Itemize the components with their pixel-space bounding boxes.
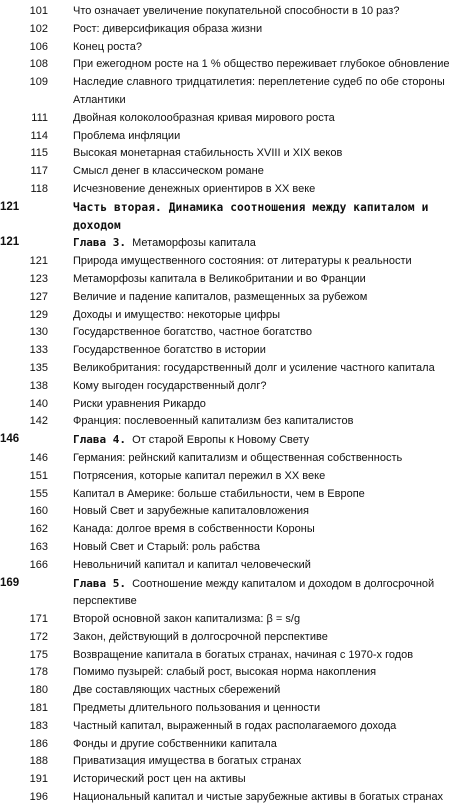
toc-chapter-heading [0,431,461,450]
page-number: 155 [29,487,48,500]
page-number: 181 [29,702,48,715]
entry-title: Исчезновение денежных ориентиров в XX веке [73,182,316,195]
page-number: 114 [30,129,48,142]
entry-title: Предметы длительного пользования и ценности [73,702,321,715]
toc-entry [0,342,461,360]
toc-entry [0,539,461,557]
entry-title: Капитал в Америке: больше стабильности, чем в Европе [73,487,365,500]
page-number: 188 [29,755,48,768]
entry-title: Возвращение капитала в богатых странах, начиная с 1970-х годов [73,648,414,661]
page-number: 135 [29,361,48,374]
toc-entry [0,682,461,700]
page-number: 109 [29,76,48,89]
page-number: 106 [29,40,48,53]
entry-title: Смысл денег в классическом романе [73,165,264,178]
page-number: 186 [29,737,48,750]
chapter-title-line [73,431,461,450]
entry-title: Второй основной закон капитализма: β = s/g [73,613,301,626]
page-number: 146 [29,451,48,464]
page-number: 101 [29,5,48,17]
part-title: Часть вторая. Динамика соотношения между капиталом и доходом [73,200,429,232]
page-number: 196 [29,791,48,804]
chapter-title: Метаморфозы капитала [132,237,256,250]
entry-title: Конец роста? [73,40,142,53]
page-number: 183 [29,719,48,732]
toc-entry [0,128,461,146]
page-number: 162 [29,523,48,536]
entry-title: Частный капитал, выраженный в годах располагаемого дохода [73,719,397,732]
page-number: 138 [29,379,48,392]
entry-title: Двойная колоколообразная кривая мирового роста [73,111,335,124]
toc-entry [0,360,461,378]
toc-entry [0,110,461,128]
toc-entry [0,486,461,504]
toc-entry [0,396,461,414]
entry-title: Невольничий капитал и капитал человеческий [73,558,311,571]
page-number: 166 [29,558,48,571]
entry-title: Новый Свет и зарубежные капиталовложения [73,505,309,518]
toc-entry [0,39,461,57]
entry-title: Исторический рост цен на активы [73,773,246,786]
page-number: 111 [31,111,48,124]
page-number: 180 [29,684,48,697]
entry-title: Высокая монетарная стабильность XVIII и XIX веков [73,147,343,160]
toc-entry [0,324,461,342]
toc-entry [0,753,461,771]
page-number: 175 [29,648,48,661]
entry-title: Потрясения, которые капитал пережил в XX веке [73,469,326,482]
page-number: 151 [29,469,48,482]
toc-entry [0,503,461,521]
toc-chapter-heading [0,234,461,253]
page-number: 117 [30,165,48,178]
page-number: 169 [0,576,20,589]
toc-entry [0,736,461,754]
page-number: 102 [29,22,48,35]
page-number: 142 [29,415,48,428]
entry-title: Национальный капитал и чистые зарубежные активы в богатых странах [73,791,444,804]
entry-title: Что означает увеличение покупательной способности в 10 раз? [73,5,400,17]
toc-chapter-heading [0,575,461,612]
toc-entry [0,163,461,181]
chapter-title: Соотношение между капиталом и доходом в долгосрочной перспективе [73,577,435,608]
toc-entry [0,629,461,647]
page-number: 160 [29,505,48,518]
page-number: 115 [30,147,48,160]
toc-entry [0,253,461,271]
page-number: 121 [0,200,20,213]
entry-title: Государственное богатство в истории [73,344,266,357]
entry-title: Две составляющих частных сбережений [73,684,281,697]
entry-title: Рост: диверсификация образа жизни [73,22,263,35]
chapter-label: Глава 3. [73,236,126,250]
toc-entry [0,647,461,665]
entry-title: Приватизация имущества в богатых странах [73,755,302,768]
toc-entry [0,789,461,807]
toc-entry [0,611,461,629]
toc-entry [0,21,461,39]
entry-title: Германия: рейнский капитализм и общественная собственность [73,451,403,464]
toc-entry [0,56,461,74]
toc-entry [0,700,461,718]
toc-entry [0,557,461,575]
toc-entry [0,307,461,325]
page-number: 146 [0,433,20,446]
toc-part-heading [0,199,461,235]
page-number: 191 [29,773,48,786]
entry-title: Великобритания: государственный долг и усиление частного капитала [73,361,435,374]
entry-title: Новый Свет и Старый: роль рабства [73,540,260,553]
page-number: 129 [29,308,48,321]
entry-title: Наследие славного тридцатилетия: переплетение судеб по обе стороны Атлантики [73,76,445,106]
chapter-title-line [73,234,461,253]
toc-entry [0,74,461,110]
entry-title: Кому выгоден государственный долг? [73,379,267,392]
entry-title: Величие и падение капиталов, размещенных за рубежом [73,290,368,303]
entry-title: Закон, действующий в долгосрочной перспективе [73,630,328,643]
toc-entry [0,413,461,431]
page-number: 171 [29,613,48,626]
entry-title: Проблема инфляции [73,129,181,142]
toc-entry [0,181,461,199]
toc-entry [0,3,461,21]
toc-entry [0,468,461,486]
entry-title: Природа имущественного состояния: от литературы к реальности [73,255,412,268]
toc-entry [0,718,461,736]
page-number: 123 [29,272,48,285]
page-number: 130 [29,326,48,339]
toc-entry [0,145,461,163]
toc-entry [0,450,461,468]
page-number: 108 [29,58,48,71]
entry-title: При ежегодном росте на 1 % общество переживает глубокое обновление [73,58,450,71]
page-number: 127 [29,290,48,303]
toc-entry [0,378,461,396]
entry-title: Метаморфозы капитала в Великобритании и во Франции [73,272,366,285]
chapter-label: Глава 5. [73,576,126,590]
page-number: 140 [29,397,48,410]
entry-title: Государственное богатство, частное богатство [73,326,313,339]
page-number: 172 [29,630,48,643]
entry-title: Франция: послевоенный капитализм без капиталистов [73,415,354,428]
entry-title: Помимо пузырей: слабый рост, высокая норма накопления [73,666,377,679]
toc-entry [0,664,461,682]
entry-title: Доходы и имущество: некоторые цифры [73,308,281,321]
page-number: 118 [30,182,48,195]
page-number: 121 [0,236,20,249]
toc-entry [0,521,461,539]
chapter-label: Глава 4. [73,433,126,447]
chapter-title-line [73,575,461,612]
toc-entry [0,771,461,789]
toc-entry [0,289,461,307]
page-number: 178 [29,666,48,679]
entry-title: Фонды и другие собственники капитала [73,737,277,750]
entry-title: Риски уравнения Рикардо [73,397,206,410]
page-number: 121 [29,255,48,268]
chapter-title: От старой Европы к Новому Свету [132,434,310,447]
page-number: 133 [29,344,48,357]
toc-entry [0,271,461,289]
page-number: 163 [29,540,48,553]
entry-title: Канада: долгое время в собственности Короны [73,523,315,536]
